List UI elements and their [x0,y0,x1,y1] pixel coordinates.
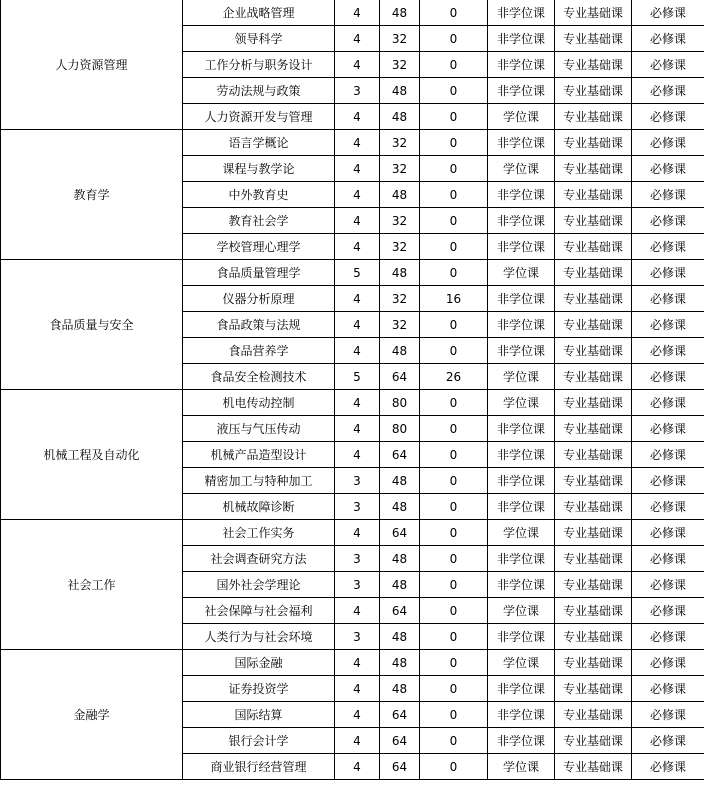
degree-type-cell: 学位课 [488,104,555,130]
major-cell: 金融学 [1,650,183,780]
requirement-cell: 必修课 [632,286,704,312]
requirement-cell: 必修课 [632,364,704,390]
degree-type-cell: 非学位课 [488,234,555,260]
credits-cell: 4 [335,234,380,260]
course-name-cell: 社会工作实务 [183,520,335,546]
experiment-hours-cell: 16 [420,286,488,312]
experiment-hours-cell: 0 [420,754,488,780]
course-category-cell: 专业基础课 [555,546,632,572]
course-name-cell: 人力资源开发与管理 [183,104,335,130]
degree-type-cell: 非学位课 [488,78,555,104]
experiment-hours-cell: 0 [420,234,488,260]
experiment-hours-cell: 0 [420,104,488,130]
credits-cell: 4 [335,0,380,26]
requirement-cell: 必修课 [632,468,704,494]
requirement-cell: 必修课 [632,728,704,754]
credits-cell: 4 [335,390,380,416]
experiment-hours-cell: 0 [420,156,488,182]
course-category-cell: 专业基础课 [555,260,632,286]
credits-cell: 3 [335,546,380,572]
degree-type-cell: 非学位课 [488,546,555,572]
hours-cell: 48 [380,494,420,520]
requirement-cell: 必修课 [632,208,704,234]
credits-cell: 3 [335,494,380,520]
course-name-cell: 教育社会学 [183,208,335,234]
table-row [1,130,704,156]
hours-cell: 64 [380,520,420,546]
experiment-hours-cell: 26 [420,364,488,390]
credits-cell: 4 [335,754,380,780]
course-name-cell: 语言学概论 [183,130,335,156]
course-name-cell: 领导科学 [183,26,335,52]
course-name-cell: 企业战略管理 [183,0,335,26]
course-category-cell: 专业基础课 [555,312,632,338]
course-name-cell: 机电传动控制 [183,390,335,416]
requirement-cell: 必修课 [632,598,704,624]
degree-type-cell: 非学位课 [488,494,555,520]
hours-cell: 80 [380,416,420,442]
requirement-cell: 必修课 [632,676,704,702]
course-name-cell: 仪器分析原理 [183,286,335,312]
course-category-cell: 专业基础课 [555,624,632,650]
course-category-cell: 专业基础课 [555,104,632,130]
course-name-cell: 社会保障与社会福利 [183,598,335,624]
course-category-cell: 专业基础课 [555,26,632,52]
degree-type-cell: 非学位课 [488,676,555,702]
degree-type-cell: 非学位课 [488,52,555,78]
credits-cell: 4 [335,156,380,182]
degree-type-cell: 学位课 [488,390,555,416]
hours-cell: 32 [380,208,420,234]
credits-cell: 4 [335,442,380,468]
experiment-hours-cell: 0 [420,442,488,468]
experiment-hours-cell: 0 [420,52,488,78]
degree-type-cell: 非学位课 [488,286,555,312]
hours-cell: 64 [380,364,420,390]
degree-type-cell: 非学位课 [488,338,555,364]
hours-cell: 48 [380,572,420,598]
course-name-cell: 食品安全检测技术 [183,364,335,390]
course-category-cell: 专业基础课 [555,52,632,78]
course-category-cell: 专业基础课 [555,494,632,520]
hours-cell: 48 [380,78,420,104]
experiment-hours-cell: 0 [420,312,488,338]
requirement-cell: 必修课 [632,0,704,26]
requirement-cell: 必修课 [632,130,704,156]
requirement-cell: 必修课 [632,234,704,260]
course-name-cell: 社会调查研究方法 [183,546,335,572]
course-category-cell: 专业基础课 [555,650,632,676]
degree-type-cell: 非学位课 [488,572,555,598]
hours-cell: 48 [380,260,420,286]
experiment-hours-cell: 0 [420,416,488,442]
course-name-cell: 学校管理心理学 [183,234,335,260]
table-row [1,0,704,26]
credits-cell: 4 [335,26,380,52]
hours-cell: 64 [380,754,420,780]
experiment-hours-cell: 0 [420,676,488,702]
course-name-cell: 银行会计学 [183,728,335,754]
degree-type-cell: 学位课 [488,260,555,286]
hours-cell: 32 [380,26,420,52]
hours-cell: 64 [380,442,420,468]
credits-cell: 4 [335,728,380,754]
credits-cell: 5 [335,364,380,390]
hours-cell: 80 [380,390,420,416]
degree-type-cell: 非学位课 [488,312,555,338]
degree-type-cell: 非学位课 [488,702,555,728]
major-cell: 人力资源管理 [1,0,183,130]
course-category-cell: 专业基础课 [555,78,632,104]
experiment-hours-cell: 0 [420,0,488,26]
hours-cell: 48 [380,546,420,572]
hours-cell: 48 [380,676,420,702]
course-category-cell: 专业基础课 [555,338,632,364]
course-category-cell: 专业基础课 [555,572,632,598]
degree-type-cell: 非学位课 [488,208,555,234]
course-name-cell: 工作分析与职务设计 [183,52,335,78]
degree-type-cell: 非学位课 [488,416,555,442]
requirement-cell: 必修课 [632,78,704,104]
hours-cell: 48 [380,624,420,650]
credits-cell: 4 [335,104,380,130]
course-category-cell: 专业基础课 [555,754,632,780]
experiment-hours-cell: 0 [420,182,488,208]
requirement-cell: 必修课 [632,754,704,780]
degree-type-cell: 学位课 [488,650,555,676]
course-category-cell: 专业基础课 [555,0,632,26]
hours-cell: 32 [380,312,420,338]
major-cell: 食品质量与安全 [1,260,183,390]
requirement-cell: 必修课 [632,416,704,442]
experiment-hours-cell: 0 [420,78,488,104]
credits-cell: 4 [335,416,380,442]
requirement-cell: 必修课 [632,52,704,78]
course-name-cell: 国际结算 [183,702,335,728]
table-body [1,0,704,780]
requirement-cell: 必修课 [632,182,704,208]
course-name-cell: 中外教育史 [183,182,335,208]
hours-cell: 32 [380,286,420,312]
course-name-cell: 食品政策与法规 [183,312,335,338]
hours-cell: 32 [380,234,420,260]
course-category-cell: 专业基础课 [555,520,632,546]
credits-cell: 5 [335,260,380,286]
degree-type-cell: 非学位课 [488,624,555,650]
table-row [1,260,704,286]
course-name-cell: 人类行为与社会环境 [183,624,335,650]
course-category-cell: 专业基础课 [555,156,632,182]
table-row [1,390,704,416]
requirement-cell: 必修课 [632,520,704,546]
experiment-hours-cell: 0 [420,702,488,728]
course-category-cell: 专业基础课 [555,286,632,312]
experiment-hours-cell: 0 [420,494,488,520]
experiment-hours-cell: 0 [420,26,488,52]
degree-type-cell: 学位课 [488,754,555,780]
credits-cell: 3 [335,572,380,598]
requirement-cell: 必修课 [632,104,704,130]
hours-cell: 64 [380,728,420,754]
credits-cell: 3 [335,624,380,650]
course-category-cell: 专业基础课 [555,364,632,390]
hours-cell: 32 [380,52,420,78]
requirement-cell: 必修课 [632,572,704,598]
experiment-hours-cell: 0 [420,598,488,624]
course-name-cell: 液压与气压传动 [183,416,335,442]
credits-cell: 3 [335,468,380,494]
experiment-hours-cell: 0 [420,650,488,676]
degree-type-cell: 非学位课 [488,468,555,494]
hours-cell: 32 [380,156,420,182]
degree-type-cell: 非学位课 [488,182,555,208]
course-category-cell: 专业基础课 [555,234,632,260]
major-cell: 机械工程及自动化 [1,390,183,520]
requirement-cell: 必修课 [632,650,704,676]
hours-cell: 32 [380,130,420,156]
degree-type-cell: 非学位课 [488,130,555,156]
credits-cell: 4 [335,286,380,312]
course-category-cell: 专业基础课 [555,182,632,208]
course-category-cell: 专业基础课 [555,130,632,156]
course-name-cell: 机械故障诊断 [183,494,335,520]
experiment-hours-cell: 0 [420,130,488,156]
course-name-cell: 劳动法规与政策 [183,78,335,104]
requirement-cell: 必修课 [632,624,704,650]
degree-type-cell: 学位课 [488,598,555,624]
requirement-cell: 必修课 [632,156,704,182]
experiment-hours-cell: 0 [420,338,488,364]
credits-cell: 4 [335,182,380,208]
course-name-cell: 国际金融 [183,650,335,676]
experiment-hours-cell: 0 [420,390,488,416]
credits-cell: 4 [335,520,380,546]
course-name-cell: 食品质量管理学 [183,260,335,286]
experiment-hours-cell: 0 [420,546,488,572]
major-cell: 教育学 [1,130,183,260]
major-cell: 社会工作 [1,520,183,650]
course-category-cell: 专业基础课 [555,208,632,234]
degree-type-cell: 非学位课 [488,442,555,468]
requirement-cell: 必修课 [632,442,704,468]
credits-cell: 4 [335,312,380,338]
table-row [1,650,704,676]
credits-cell: 4 [335,676,380,702]
experiment-hours-cell: 0 [420,208,488,234]
experiment-hours-cell: 0 [420,260,488,286]
degree-type-cell: 非学位课 [488,0,555,26]
requirement-cell: 必修课 [632,546,704,572]
course-category-cell: 专业基础课 [555,468,632,494]
degree-type-cell: 学位课 [488,520,555,546]
course-name-cell: 机械产品造型设计 [183,442,335,468]
credits-cell: 4 [335,702,380,728]
course-category-cell: 专业基础课 [555,442,632,468]
hours-cell: 48 [380,0,420,26]
credits-cell: 4 [335,52,380,78]
course-category-cell: 专业基础课 [555,676,632,702]
course-category-cell: 专业基础课 [555,728,632,754]
course-name-cell: 精密加工与特种加工 [183,468,335,494]
credits-cell: 3 [335,78,380,104]
degree-type-cell: 非学位课 [488,728,555,754]
course-name-cell: 课程与教学论 [183,156,335,182]
course-category-cell: 专业基础课 [555,598,632,624]
credits-cell: 4 [335,338,380,364]
course-category-cell: 专业基础课 [555,390,632,416]
experiment-hours-cell: 0 [420,468,488,494]
course-name-cell: 证券投资学 [183,676,335,702]
degree-type-cell: 学位课 [488,156,555,182]
credits-cell: 4 [335,208,380,234]
hours-cell: 48 [380,104,420,130]
experiment-hours-cell: 0 [420,520,488,546]
hours-cell: 64 [380,702,420,728]
hours-cell: 48 [380,650,420,676]
course-name-cell: 食品营养学 [183,338,335,364]
degree-type-cell: 学位课 [488,364,555,390]
requirement-cell: 必修课 [632,390,704,416]
credits-cell: 4 [335,598,380,624]
requirement-cell: 必修课 [632,338,704,364]
experiment-hours-cell: 0 [420,572,488,598]
requirement-cell: 必修课 [632,702,704,728]
course-name-cell: 商业银行经营管理 [183,754,335,780]
degree-type-cell: 非学位课 [488,26,555,52]
credits-cell: 4 [335,130,380,156]
hours-cell: 64 [380,598,420,624]
requirement-cell: 必修课 [632,260,704,286]
requirement-cell: 必修课 [632,312,704,338]
experiment-hours-cell: 0 [420,728,488,754]
requirement-cell: 必修课 [632,494,704,520]
experiment-hours-cell: 0 [420,624,488,650]
hours-cell: 48 [380,338,420,364]
course-category-cell: 专业基础课 [555,416,632,442]
requirement-cell: 必修课 [632,26,704,52]
credits-cell: 4 [335,650,380,676]
course-name-cell: 国外社会学理论 [183,572,335,598]
hours-cell: 48 [380,468,420,494]
hours-cell: 48 [380,182,420,208]
course-category-cell: 专业基础课 [555,702,632,728]
table-row [1,520,704,546]
